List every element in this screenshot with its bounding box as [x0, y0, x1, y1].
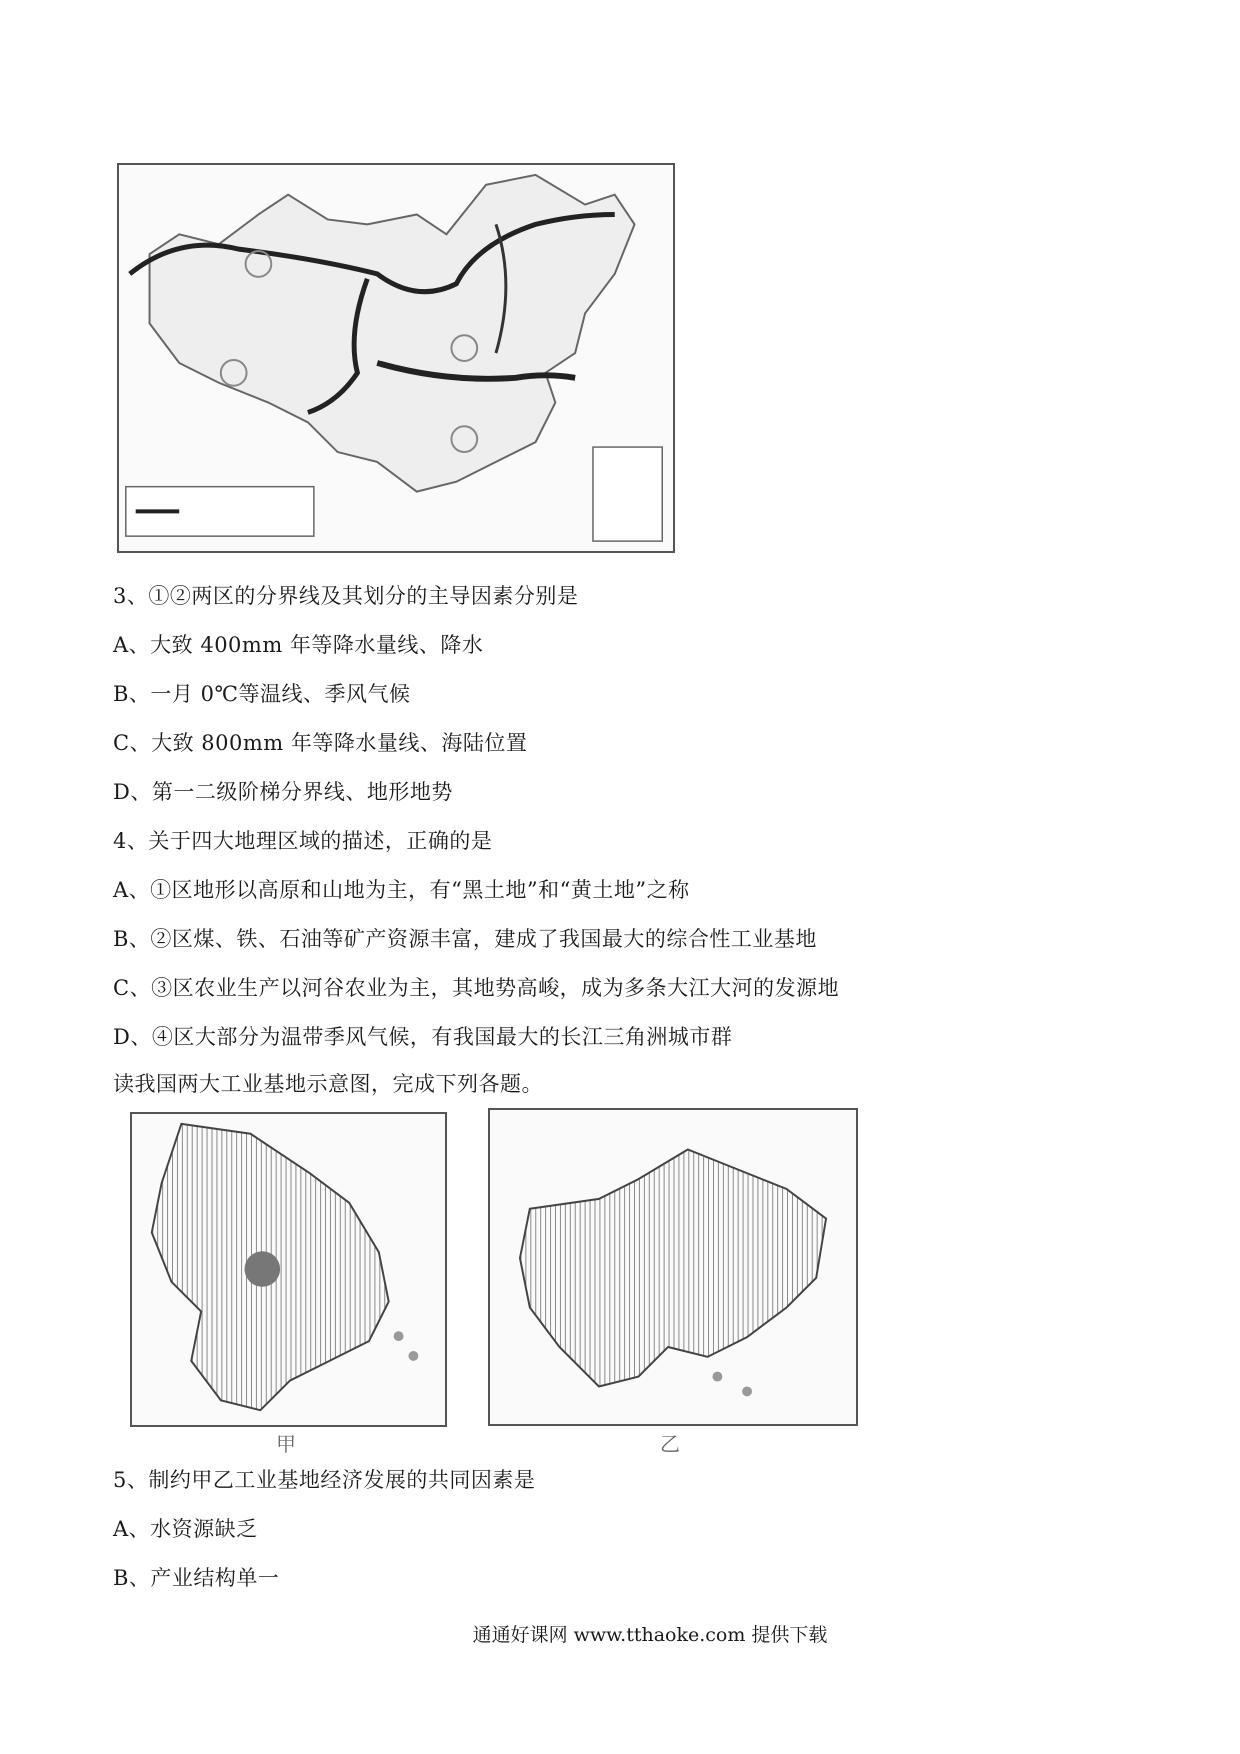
industrial-base-map-right [488, 1108, 858, 1426]
q3-option-b: B、一月 0℃等温线、季风气候 [113, 682, 411, 706]
map-label-left: 甲 [276, 1432, 296, 1456]
q4-option-d: D、④区大部分为温带季风气候，有我国最大的长江三角洲城市群 [113, 1025, 733, 1049]
china-map-figure [119, 165, 673, 551]
footer-text: 通通好课网 www.tthaoke.com 提供下载 [472, 1624, 828, 1646]
industrial-base-figure-left [132, 1114, 445, 1425]
q5-option-a: A、水资源缺乏 [113, 1517, 258, 1541]
map-label-right: 乙 [660, 1432, 680, 1456]
q4-stem: 4、关于四大地理区域的描述，正确的是 [113, 829, 493, 853]
q3-option-c: C、大致 800mm 年等降水量线、海陆位置 [113, 731, 528, 755]
industrial-base-figure-right [490, 1110, 856, 1424]
q4-option-a: A、①区地形以高原和山地为主，有“黑土地”和“黄土地”之称 [113, 878, 690, 902]
q3-option-d: D、第一二级阶梯分界线、地形地势 [113, 780, 453, 804]
q4-option-b: B、②区煤、铁、石油等矿产资源丰富，建成了我国最大的综合性工业基地 [113, 927, 817, 951]
q5-stem: 5、制约甲乙工业基地经济发展的共同因素是 [113, 1468, 536, 1492]
q3-option-a: A、大致 400mm 年等降水量线、降水 [113, 633, 484, 657]
intro-text: 读我国两大工业基地示意图，完成下列各题。 [113, 1072, 543, 1096]
q3-stem: 3、①②两区的分界线及其划分的主导因素分别是 [113, 584, 579, 608]
q5-option-b: B、产业结构单一 [113, 1566, 280, 1590]
industrial-base-map-left [130, 1112, 447, 1427]
q4-option-c: C、③区农业生产以河谷农业为主，其地势高峻，成为多条大江大河的发源地 [113, 976, 840, 1000]
china-regions-map [117, 163, 675, 553]
